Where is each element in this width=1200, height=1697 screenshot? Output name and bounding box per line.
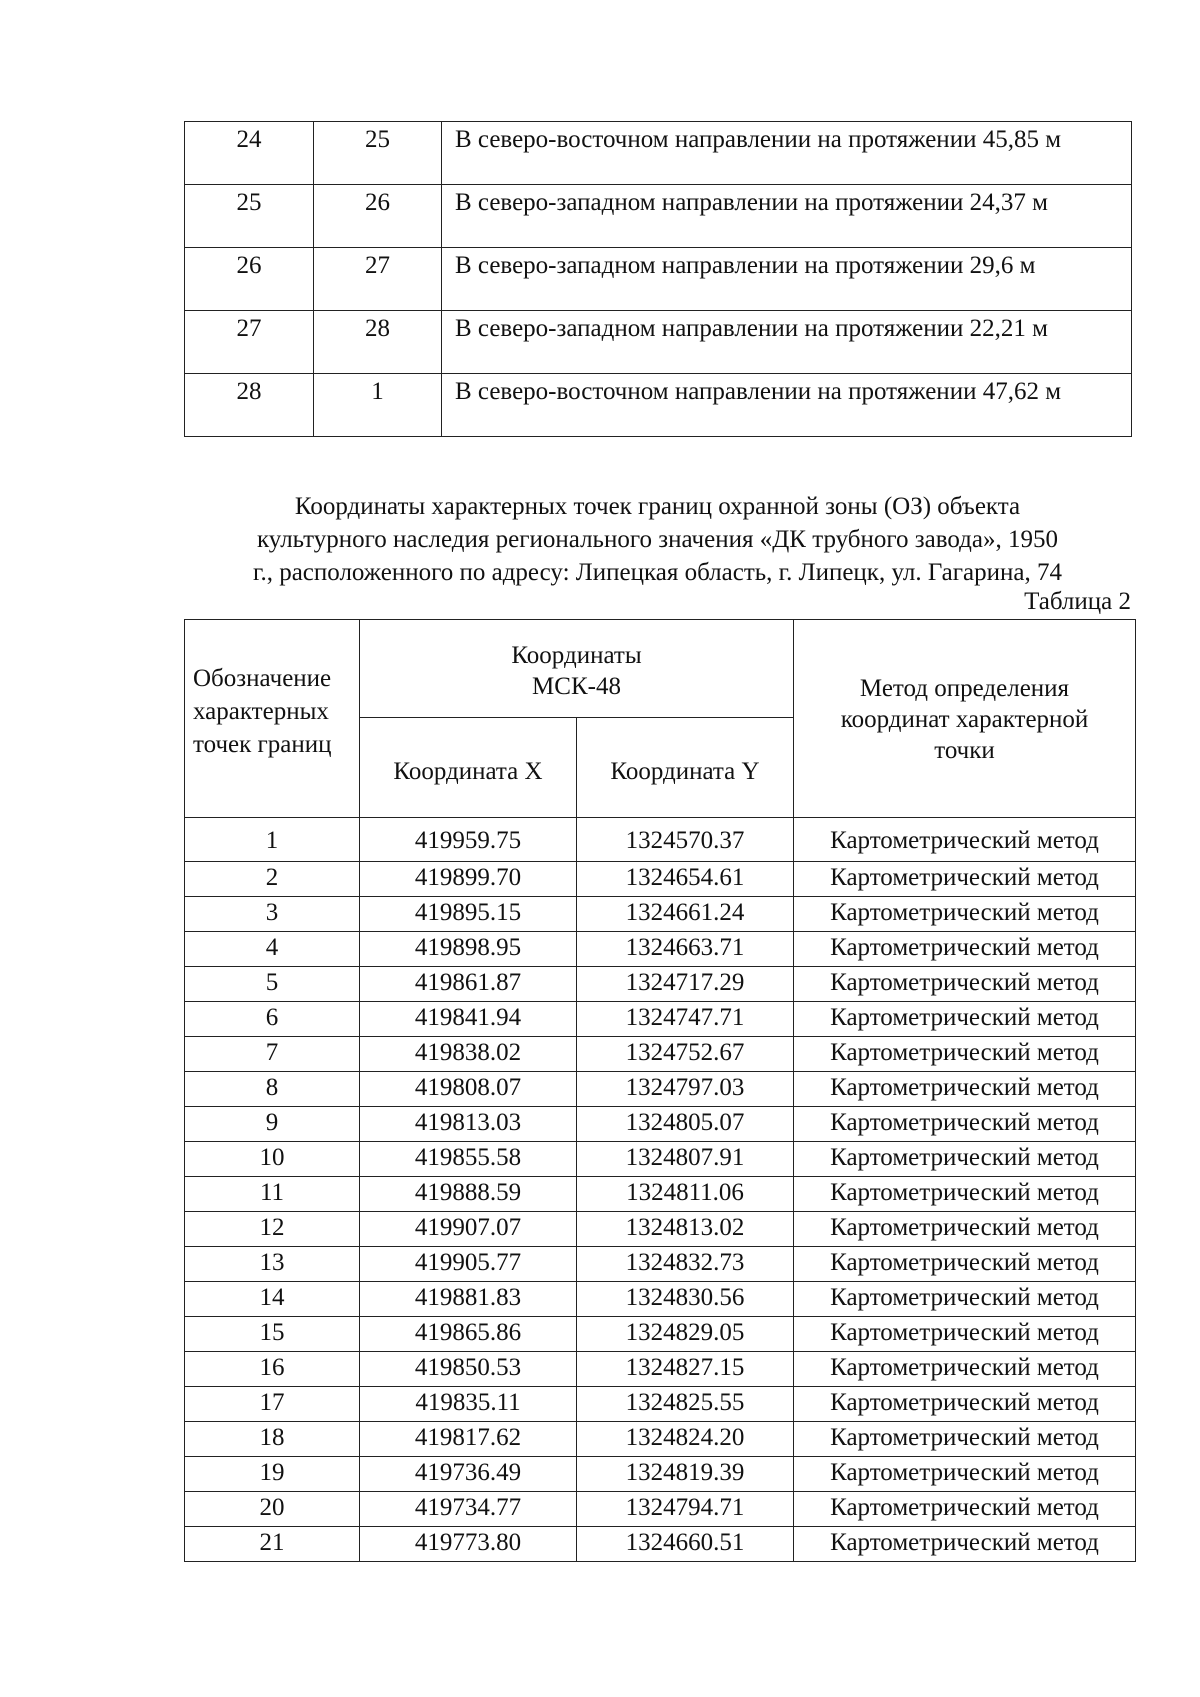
- point-designation: 14: [185, 1282, 360, 1317]
- determination-method: Картометрический метод: [794, 1072, 1136, 1107]
- segment-description: В северо-восточном направлении на протяжении 45,85 м: [442, 122, 1132, 185]
- segment-from-point: 26: [185, 248, 314, 311]
- point-designation: 21: [185, 1527, 360, 1562]
- column-header-designation: [185, 620, 360, 818]
- table-row: [185, 1527, 1136, 1562]
- segment-to-point: 27: [314, 248, 442, 311]
- table-row: [185, 897, 1136, 932]
- determination-method: Картометрический метод: [794, 862, 1136, 897]
- determination-method: Картометрический метод: [794, 1247, 1136, 1282]
- point-designation: 8: [185, 1072, 360, 1107]
- point-designation: 15: [185, 1317, 360, 1352]
- coordinate-y: 1324819.39: [577, 1457, 794, 1492]
- segment-description: В северо-западном направлении на протяжении 24,37 м: [442, 185, 1132, 248]
- segment-from-point: 27: [185, 311, 314, 374]
- segment-from-point: 24: [185, 122, 314, 185]
- table-row: [185, 1317, 1136, 1352]
- header-text: Метод определения: [859, 675, 1070, 702]
- coordinate-x: 419813.03: [360, 1107, 577, 1142]
- header-text: МСК-48: [532, 673, 621, 700]
- coordinate-y: 1324832.73: [577, 1247, 794, 1282]
- header-text: точки: [934, 737, 995, 764]
- coordinate-y: 1324827.15: [577, 1352, 794, 1387]
- segment-from-point: 28: [185, 374, 314, 437]
- coordinate-x: 419850.53: [360, 1352, 577, 1387]
- point-designation: 13: [185, 1247, 360, 1282]
- table-row: [185, 1212, 1136, 1247]
- determination-method: Картометрический метод: [794, 932, 1136, 967]
- heading-line-1: Координаты характерных точек границ охранной зоны (ОЗ) объекта: [294, 493, 1021, 520]
- segment-description: В северо-восточном направлении на протяжении 47,62 м: [442, 374, 1132, 437]
- determination-method: Картометрический метод: [794, 897, 1136, 932]
- table-row: [185, 311, 1132, 374]
- table-row: [185, 1352, 1136, 1387]
- coordinate-x: 419865.86: [360, 1317, 577, 1352]
- point-designation: 4: [185, 932, 360, 967]
- table-row: [185, 122, 1132, 185]
- segment-to-point: 25: [314, 122, 442, 185]
- coordinate-y: 1324752.67: [577, 1037, 794, 1072]
- header-text: характерных: [193, 698, 329, 725]
- point-designation: 2: [185, 862, 360, 897]
- point-designation: 9: [185, 1107, 360, 1142]
- segment-to-point: 1: [314, 374, 442, 437]
- determination-method: Картометрический метод: [794, 1352, 1136, 1387]
- table-row: [185, 1457, 1136, 1492]
- table-row: [185, 248, 1132, 311]
- table-row: [185, 862, 1136, 897]
- coordinate-y: 1324807.91: [577, 1142, 794, 1177]
- coordinate-y: 1324830.56: [577, 1282, 794, 1317]
- table-row: [185, 1142, 1136, 1177]
- coordinate-y: 1324717.29: [577, 967, 794, 1002]
- determination-method: Картометрический метод: [794, 1527, 1136, 1562]
- point-designation: 18: [185, 1422, 360, 1457]
- coordinate-y: 1324654.61: [577, 862, 794, 897]
- coordinate-x: 419736.49: [360, 1457, 577, 1492]
- point-designation: 5: [185, 967, 360, 1002]
- coordinate-y: 1324805.07: [577, 1107, 794, 1142]
- coordinate-y: 1324794.71: [577, 1492, 794, 1527]
- coordinate-y: 1324660.51: [577, 1527, 794, 1562]
- determination-method: Картометрический метод: [794, 1107, 1136, 1142]
- coordinate-y: 1324570.37: [577, 818, 794, 862]
- section-heading: [184, 490, 1131, 589]
- header-text: точек границ: [193, 731, 332, 758]
- table-row: [185, 185, 1132, 248]
- coordinate-y: 1324797.03: [577, 1072, 794, 1107]
- coordinate-x: 419773.80: [360, 1527, 577, 1562]
- table-row: [185, 932, 1136, 967]
- coordinate-y: 1324824.20: [577, 1422, 794, 1457]
- segment-to-point: 28: [314, 311, 442, 374]
- coordinate-x: 419817.62: [360, 1422, 577, 1457]
- coordinate-y: 1324813.02: [577, 1212, 794, 1247]
- point-designation: 12: [185, 1212, 360, 1247]
- table-row: [185, 1422, 1136, 1457]
- column-header-coord-x: Координата X: [360, 718, 577, 818]
- determination-method: Картометрический метод: [794, 1177, 1136, 1212]
- heading-line-2: культурного наследия регионального значения «ДК трубного завода», 1950: [257, 526, 1058, 553]
- coordinate-x: 419808.07: [360, 1072, 577, 1107]
- coordinate-y: 1324825.55: [577, 1387, 794, 1422]
- point-designation: 1: [185, 818, 360, 862]
- determination-method: Картометрический метод: [794, 1282, 1136, 1317]
- point-designation: 10: [185, 1142, 360, 1177]
- determination-method: Картометрический метод: [794, 1457, 1136, 1492]
- table-row: [185, 1002, 1136, 1037]
- coordinate-x: 419899.70: [360, 862, 577, 897]
- point-designation: 11: [185, 1177, 360, 1212]
- coordinate-x: 419888.59: [360, 1177, 577, 1212]
- table-row: [185, 1282, 1136, 1317]
- table-row: [185, 1072, 1136, 1107]
- determination-method: Картометрический метод: [794, 1422, 1136, 1457]
- segment-description: В северо-западном направлении на протяжении 22,21 м: [442, 311, 1132, 374]
- coordinate-x: 419881.83: [360, 1282, 577, 1317]
- determination-method: Картометрический метод: [794, 1002, 1136, 1037]
- point-designation: 19: [185, 1457, 360, 1492]
- coordinate-x: 419959.75: [360, 818, 577, 862]
- header-text: Координаты: [511, 642, 642, 669]
- table-row: [185, 1247, 1136, 1282]
- coordinate-x: 419861.87: [360, 967, 577, 1002]
- determination-method: Картометрический метод: [794, 967, 1136, 1002]
- coordinate-x: 419838.02: [360, 1037, 577, 1072]
- column-header-coord-y: Координата Y: [577, 718, 794, 818]
- determination-method: Картометрический метод: [794, 818, 1136, 862]
- coordinates-table-header: [185, 620, 1136, 818]
- point-designation: 17: [185, 1387, 360, 1422]
- column-group-header-coordinates: [360, 620, 794, 718]
- coordinate-y: 1324663.71: [577, 932, 794, 967]
- point-designation: 7: [185, 1037, 360, 1072]
- coordinate-x: 419734.77: [360, 1492, 577, 1527]
- segment-to-point: 26: [314, 185, 442, 248]
- header-text: координат характерной: [840, 706, 1089, 733]
- table-row: [185, 1107, 1136, 1142]
- table-row: [185, 1387, 1136, 1422]
- table-row: [185, 967, 1136, 1002]
- coordinate-x: 419898.95: [360, 932, 577, 967]
- table-number-label: Таблица 2: [1024, 588, 1131, 615]
- boundary-segments-table: [184, 121, 1132, 437]
- column-header-method: [794, 620, 1136, 818]
- header-row: [185, 620, 1136, 718]
- segment-from-point: 25: [185, 185, 314, 248]
- table-row: [185, 1177, 1136, 1212]
- determination-method: Картометрический метод: [794, 1212, 1136, 1247]
- coordinate-x: 419895.15: [360, 897, 577, 932]
- point-designation: 20: [185, 1492, 360, 1527]
- table-row: [185, 818, 1136, 862]
- coordinate-x: 419855.58: [360, 1142, 577, 1177]
- coordinates-table-body: [185, 818, 1136, 1562]
- table-row: [185, 1492, 1136, 1527]
- coordinate-y: 1324747.71: [577, 1002, 794, 1037]
- coordinate-x: 419907.07: [360, 1212, 577, 1247]
- coordinate-y: 1324829.05: [577, 1317, 794, 1352]
- heading-line-3: г., расположенного по адресу: Липецкая область, г. Липецк, ул. Гагарина, 74: [253, 559, 1062, 586]
- header-text: Обозначение: [193, 665, 332, 692]
- coordinate-y: 1324811.06: [577, 1177, 794, 1212]
- determination-method: Картометрический метод: [794, 1142, 1136, 1177]
- point-designation: 6: [185, 1002, 360, 1037]
- coordinates-table: [184, 619, 1136, 1562]
- coordinate-y: 1324661.24: [577, 897, 794, 932]
- segments-table-body: [185, 122, 1132, 437]
- determination-method: Картометрический метод: [794, 1037, 1136, 1072]
- coordinate-x: 419841.94: [360, 1002, 577, 1037]
- table-row: [185, 374, 1132, 437]
- table-row: [185, 1037, 1136, 1072]
- coordinate-x: 419905.77: [360, 1247, 577, 1282]
- determination-method: Картометрический метод: [794, 1492, 1136, 1527]
- determination-method: Картометрический метод: [794, 1317, 1136, 1352]
- point-designation: 16: [185, 1352, 360, 1387]
- determination-method: Картометрический метод: [794, 1387, 1136, 1422]
- coordinate-x: 419835.11: [360, 1387, 577, 1422]
- segment-description: В северо-западном направлении на протяжении 29,6 м: [442, 248, 1132, 311]
- point-designation: 3: [185, 897, 360, 932]
